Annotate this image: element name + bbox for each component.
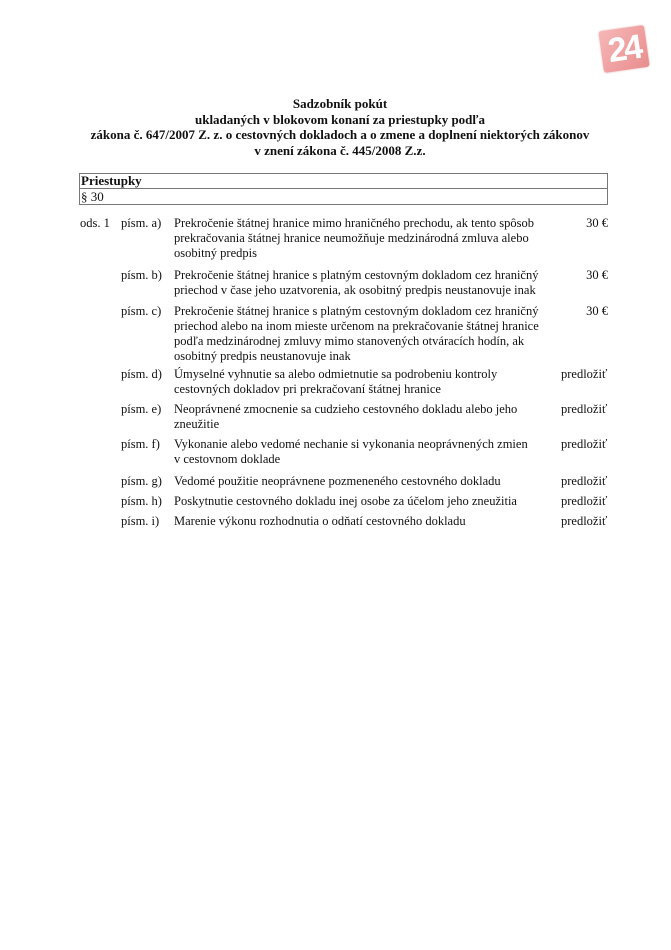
offense-text-line: Vykonanie alebo vedomé nechanie si vykonania neoprávnených zmien	[174, 437, 528, 451]
offense-text-line: priechod v čase jeho uzatvorenia, ak osobitný predpis neustanovuje inak	[174, 283, 536, 297]
letter-label: písm. h)	[121, 494, 162, 508]
letter-label: písm. e)	[121, 402, 162, 416]
letter-label: písm. a)	[121, 216, 162, 230]
title-line: Sadzobník pokút	[292, 96, 388, 111]
offense-text-line: cestovných dokladov pri prekračovaní štátnej hranice	[174, 382, 441, 396]
offense-text-line: Prekročenie štátnej hranice mimo hraničného prechodu, ak tento spôsob	[174, 216, 534, 230]
offense-text-line: osobitný predpis	[174, 246, 257, 260]
offense-text-line: Neoprávnené zmocnenie sa cudzieho cestovného dokladu alebo jeho	[174, 402, 518, 416]
letter-label: písm. i)	[121, 514, 160, 528]
fine-amount: predložiť	[561, 474, 608, 488]
offense-text-line: prekračovania štátnej hranice neumožňuje medzinárodná zmluva alebo	[174, 231, 529, 245]
fine-amount: 30 €	[586, 304, 608, 318]
fine-amount: predložiť	[561, 494, 608, 508]
letter-label: písm. c)	[121, 304, 162, 318]
letter-label: písm. f)	[121, 437, 160, 451]
offense-text-line: Poskytnutie cestovného dokladu inej osobe za účelom jeho zneužitia	[174, 494, 517, 508]
offense-text-line: Marenie výkonu rozhodnutia o odňatí cestovného dokladu	[174, 514, 466, 528]
title-line: zákona č. 647/2007 Z. z. o cestovných dokladoch a o zmene a doplnení niektorých zákonov	[90, 127, 590, 142]
fine-amount: predložiť	[561, 514, 608, 528]
section-number: § 30	[81, 189, 104, 204]
section-table	[79, 173, 608, 205]
offense-text-line: priechod alebo na inom mieste určenom na prekračovanie štátnej hranice	[174, 319, 539, 333]
offense-text-line: Prekročenie štátnej hranice s platným cestovným dokladom cez hraničný	[174, 268, 539, 282]
offense-text-line: Prekročenie štátnej hranice s platným cestovným dokladom cez hraničný	[174, 304, 539, 318]
offense-text-line: v cestovnom doklade	[174, 452, 281, 466]
fine-amount: 30 €	[586, 268, 608, 282]
fine-amount: predložiť	[561, 367, 608, 381]
offense-text-line: Úmyselné vyhnutie sa alebo odmietnutie sa podrobeniu kontroly	[174, 367, 498, 381]
letter-label: písm. d)	[121, 367, 162, 381]
letter-label: písm. b)	[121, 268, 162, 282]
letter-label: písm. g)	[121, 474, 162, 488]
fine-amount: predložiť	[561, 437, 608, 451]
offense-text-line: zneužitie	[174, 417, 220, 431]
document-title	[60, 96, 620, 158]
title-line: ukladaných v blokovom konaní za priestupky podľa	[194, 111, 486, 127]
fine-amount: predložiť	[561, 402, 608, 416]
offense-text-line: Vedomé použitie neoprávnene pozmeneného cestovného dokladu	[174, 474, 501, 488]
offense-text-line: podľa medzinárodnej zmluvy mimo stanovených otváracích hodín, ak	[174, 334, 525, 348]
site-logo: 24	[598, 25, 649, 73]
fine-amount: 30 €	[586, 216, 608, 230]
paragraph-label: ods. 1	[80, 216, 110, 230]
table-header: Priestupky	[80, 174, 607, 189]
title-line: v znení zákona č. 445/2008 Z.z.	[254, 142, 426, 158]
offense-text-line: osobitný predpis neustanovuje inak	[174, 349, 351, 363]
